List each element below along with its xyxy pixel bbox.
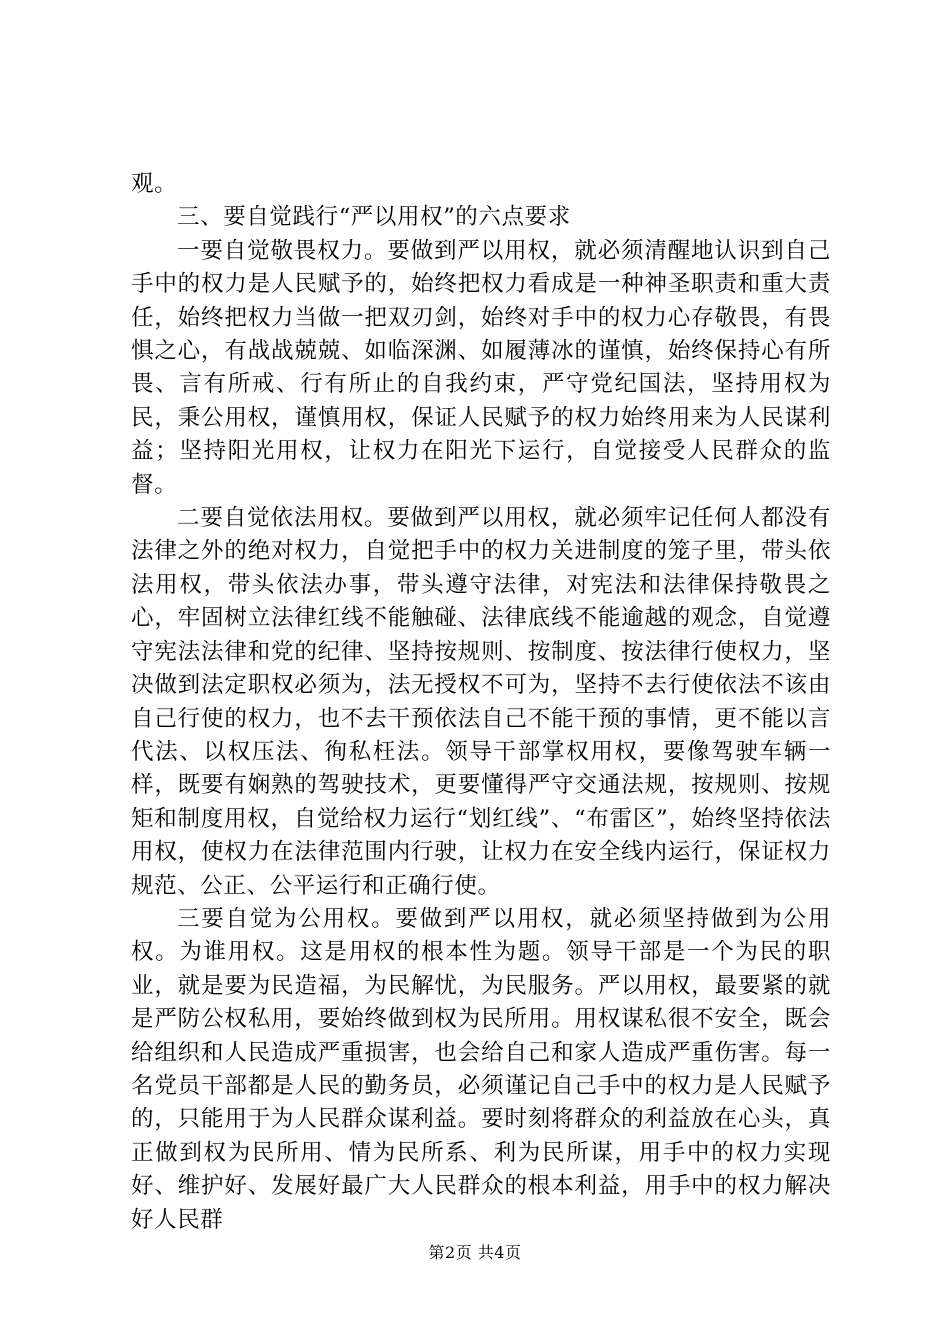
page-footer: 第2页 共4页 bbox=[428, 1243, 522, 1262]
paragraph-lawful-power: 二要自觉依法用权。要做到严以用权，就必须牢记任何人都没有法律之外的绝对权力，自觉把手中的权力关进制度的笼子里，带头依法用权，带头依法办事，带头遵守法律，对宪法和法律保持敬畏之心，牢固树立法律红线不能触碰、法律底线不能逾越的观念，自觉遵守宪法法律和党的纪律、坚持按规则、按制度、按法律行使权力，坚决做到法定职权必须为，法无授权不可为，坚持不去行使依法不该由自己行使的权力，也不去干预依法自己不能干预的事情，更不能以言代法、以权压法、徇私枉法。领导干部掌权用权，要像驾驶车辆一样，既要有娴熟的驾驶技术，更要懂得严守交通法规，按规则、按规矩和制度用权，自觉给权力运行“划红线”、“布雷区”，始终坚持依法用权，使权力在法律范围内行驶，让权力在安全线内运行，保证权力规范、公正、公平运行和正确行使。 bbox=[131, 505, 831, 899]
paragraph-respect-power: 一要自觉敬畏权力。要做到严以用权，就必须清醒地认识到自己手中的权力是人民赋予的，始终把权力看成是一种神圣职责和重大责任，始终把权力当做一把双刃剑，始终对手中的权力心存敬畏，有畏惧之心，有战战兢兢、如临深渊、如履薄冰的谨慎，始终保持心有所畏、言有所戒、行有所止的自我约束，严守党纪国法，坚持用权为民，秉公用权，谨慎用权，保证人民赋予的权力始终用来为人民谋利益；坚持阳光用权，让权力在阳光下运行，自觉接受人民群众的监督。 bbox=[131, 237, 831, 498]
paragraph-continuation: 观。 bbox=[131, 171, 178, 197]
section-heading: 三、要自觉践行“严以用权”的六点要求 bbox=[177, 204, 571, 231]
paragraph-public-power: 三要自觉为公用权。要做到严以用权，就必须坚持做到为公用权。为谁用权。这是用权的根本性为题。领导干部是一个为民的职业，就是要为民造福，为民解忧，为民服务。严以用权，最要紧的就是严防公权私用，要始终做到权为民所用。用权谋私很不安全，既会给组织和人民造成严重损害，也会给自己和家人造成严重伤害。每一名党员干部都是人民的勤务员，必须谨记自己手中的权力是人民赋予的，只能用于为人民群众谋利益。要时刻将群众的利益放在心头，真正做到权为民所用、情为民所系、利为民所谋，用手中的权力实现好、维护好、发展好最广大人民群众的根本利益，用手中的权力解决好人民群 bbox=[131, 905, 831, 1233]
document-body bbox=[131, 168, 831, 1237]
